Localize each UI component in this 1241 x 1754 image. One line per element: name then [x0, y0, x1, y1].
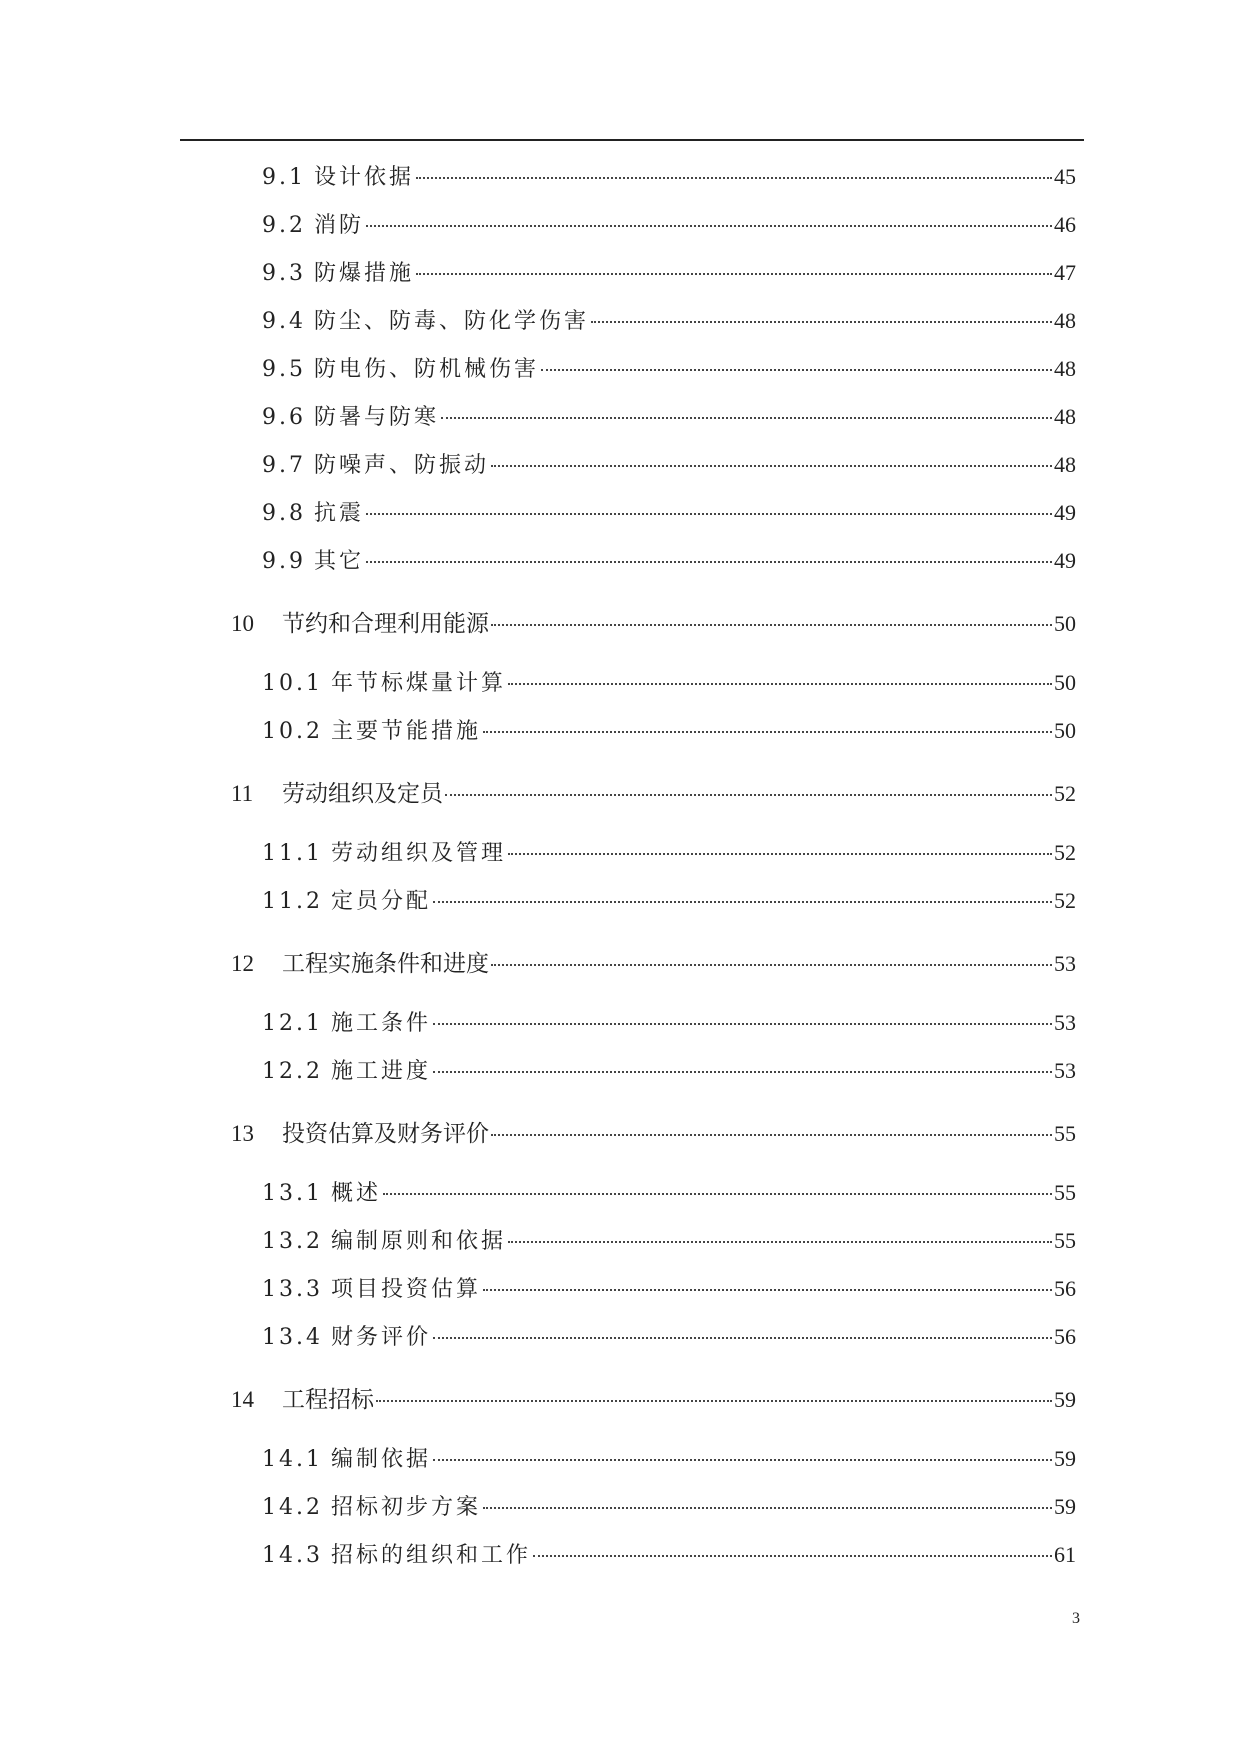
- toc-entry-page: 50: [1054, 611, 1076, 636]
- toc-chapter-entry[interactable]: [231, 1381, 1076, 1414]
- toc-entry-title: 财务评价: [330, 1325, 431, 1350]
- toc-entry-page: 52: [1054, 840, 1076, 865]
- header-rule: [180, 139, 1084, 141]
- toc-entry-title: 设计依据: [314, 165, 415, 190]
- toc-section-entry[interactable]: [262, 1320, 1076, 1351]
- toc-entry-number: 9.5: [262, 357, 306, 382]
- toc-entry-number: 9.2: [262, 213, 306, 238]
- toc-entry-title: 其它: [314, 549, 365, 574]
- dot-leader: [483, 1289, 1052, 1291]
- toc-chapter-entry[interactable]: [231, 1115, 1076, 1148]
- dot-leader: [433, 1023, 1052, 1025]
- toc-entry-page: 49: [1054, 548, 1076, 573]
- toc-entry-number: 12.1: [262, 1011, 323, 1036]
- toc-section-entry[interactable]: [262, 836, 1076, 867]
- dot-leader: [508, 853, 1052, 855]
- toc-section-entry[interactable]: [262, 304, 1076, 335]
- toc-section-entry[interactable]: [262, 400, 1076, 431]
- toc-entry-title: 防爆措施: [314, 261, 415, 286]
- toc-entry-page: 53: [1054, 1058, 1076, 1083]
- dot-leader: [491, 465, 1052, 467]
- toc-entry-title: 年节标煤量计算: [330, 671, 506, 696]
- toc-entry-number: 14.1: [262, 1447, 323, 1472]
- dot-leader: [433, 1459, 1052, 1461]
- toc-entry-title: 工程实施条件和进度: [282, 951, 489, 977]
- toc-entry-page: 50: [1054, 718, 1076, 743]
- toc-entry-title: 施工条件: [330, 1011, 431, 1036]
- toc-entry-title: 防电伤、防机械伤害: [314, 357, 540, 382]
- toc-section-entry[interactable]: [262, 448, 1076, 479]
- toc-chapter-entry[interactable]: [231, 775, 1076, 808]
- dot-leader: [541, 369, 1052, 371]
- toc-entry-title: 招标的组织和工作: [330, 1543, 531, 1568]
- dot-leader: [416, 273, 1052, 275]
- toc-section-entry[interactable]: [262, 160, 1076, 191]
- toc-entry-number: 9.1: [262, 165, 306, 190]
- toc-entry-page: 56: [1054, 1276, 1076, 1301]
- toc-entry-title: 定员分配: [330, 889, 431, 914]
- dot-leader: [433, 1071, 1052, 1073]
- dot-leader: [445, 794, 1052, 796]
- toc-entry-number: 9.8: [262, 501, 306, 526]
- dot-leader: [491, 964, 1052, 966]
- toc-section-entry[interactable]: [262, 1490, 1076, 1521]
- toc-section-entry[interactable]: [262, 1006, 1076, 1037]
- dot-leader: [416, 177, 1052, 179]
- toc-entry-title: 消防: [314, 213, 365, 238]
- toc-entry-number: 9.9: [262, 549, 306, 574]
- toc-entry-title: 编制依据: [330, 1447, 431, 1472]
- toc-entry-page: 59: [1054, 1446, 1076, 1471]
- toc-entry-page: 61: [1054, 1542, 1076, 1567]
- dot-leader: [508, 1241, 1052, 1243]
- toc-entry-title: 节约和合理利用能源: [282, 611, 489, 637]
- toc-entry-title: 投资估算及财务评价: [282, 1121, 489, 1147]
- toc-entry-page: 48: [1054, 452, 1076, 477]
- toc-entry-title: 防噪声、防振动: [314, 453, 490, 478]
- toc-entry-page: 46: [1054, 212, 1076, 237]
- toc-entry-number: 9.4: [262, 309, 306, 334]
- toc-entry-number: 13.2: [262, 1229, 323, 1254]
- toc-section-entry[interactable]: [262, 1224, 1076, 1255]
- dot-leader: [366, 513, 1052, 515]
- toc-entry-title: 防尘、防毒、防化学伤害: [314, 309, 590, 334]
- toc-entry-number: 10.1: [262, 671, 323, 696]
- toc-entry-title: 招标初步方案: [330, 1495, 481, 1520]
- toc-section-entry[interactable]: [262, 884, 1076, 915]
- toc-entry-page: 55: [1054, 1228, 1076, 1253]
- toc-entry-title: 工程招标: [282, 1387, 374, 1413]
- toc-entry-number: 13: [231, 1121, 254, 1146]
- dot-leader: [533, 1555, 1052, 1557]
- toc-entry-page: 53: [1054, 1010, 1076, 1035]
- toc-entry-number: 14: [231, 1387, 254, 1412]
- toc-entry-page: 52: [1054, 781, 1076, 806]
- toc-entry-page: 45: [1054, 164, 1076, 189]
- dot-leader: [483, 731, 1052, 733]
- toc-entry-number: 9.3: [262, 261, 306, 286]
- toc-entry-number: 11.1: [262, 841, 323, 866]
- toc-entry-number: 11: [231, 781, 254, 806]
- toc-entry-page: 56: [1054, 1324, 1076, 1349]
- toc-entry-page: 53: [1054, 951, 1076, 976]
- toc-entry-page: 49: [1054, 500, 1076, 525]
- toc-entry-number: 14.3: [262, 1543, 323, 1568]
- toc-entry-title: 项目投资估算: [330, 1277, 481, 1302]
- toc-entry-title: 概述: [330, 1181, 381, 1206]
- toc-entry-page: 52: [1054, 888, 1076, 913]
- toc-section-entry[interactable]: [262, 1176, 1076, 1207]
- toc-entry-number: 12: [231, 951, 254, 976]
- toc-entry-page: 48: [1054, 356, 1076, 381]
- toc-section-entry[interactable]: [262, 256, 1076, 287]
- dot-leader: [383, 1193, 1052, 1195]
- dot-leader: [433, 1337, 1052, 1339]
- toc-entry-title: 劳动组织及定员: [282, 781, 443, 807]
- toc-entry-page: 59: [1054, 1387, 1076, 1412]
- toc-section-entry[interactable]: [262, 1538, 1076, 1569]
- toc-entry-number: 11.2: [262, 889, 323, 914]
- toc-entry-number: 14.2: [262, 1495, 323, 1520]
- toc-section-entry[interactable]: [262, 496, 1076, 527]
- toc-entry-title: 防暑与防寒: [314, 405, 440, 430]
- toc-entry-number: 13.1: [262, 1181, 323, 1206]
- toc-entry-title: 劳动组织及管理: [330, 841, 506, 866]
- page-number: 3: [1072, 1610, 1080, 1627]
- toc-section-entry[interactable]: [262, 208, 1076, 239]
- toc-entry-number: 9.6: [262, 405, 306, 430]
- dot-leader: [366, 561, 1052, 563]
- dot-leader: [483, 1507, 1052, 1509]
- dot-leader: [433, 901, 1052, 903]
- dot-leader: [508, 683, 1052, 685]
- dot-leader: [591, 321, 1052, 323]
- dot-leader: [376, 1400, 1052, 1402]
- toc-entry-page: 47: [1054, 260, 1076, 285]
- toc-section-entry[interactable]: [262, 666, 1076, 697]
- toc-entry-number: 9.7: [262, 453, 306, 478]
- toc-entry-title: 主要节能措施: [330, 719, 481, 744]
- toc-entry-page: 48: [1054, 308, 1076, 333]
- toc-section-entry[interactable]: [262, 544, 1076, 575]
- toc-entry-page: 55: [1054, 1121, 1076, 1146]
- toc-chapter-entry[interactable]: [231, 945, 1076, 978]
- toc-section-entry[interactable]: [262, 1054, 1076, 1085]
- dot-leader: [491, 624, 1052, 626]
- toc-entry-page: 59: [1054, 1494, 1076, 1519]
- toc-chapter-entry[interactable]: [231, 605, 1076, 638]
- toc-entry-title: 抗震: [314, 501, 365, 526]
- toc-section-entry[interactable]: [262, 1272, 1076, 1303]
- toc-entry-page: 48: [1054, 404, 1076, 429]
- dot-leader: [366, 225, 1052, 227]
- toc-entry-page: 55: [1054, 1180, 1076, 1205]
- toc-section-entry[interactable]: [262, 352, 1076, 383]
- toc-section-entry[interactable]: [262, 714, 1076, 745]
- toc-entry-number: 12.2: [262, 1059, 323, 1084]
- toc-entry-number: 10.2: [262, 719, 323, 744]
- dot-leader: [441, 417, 1052, 419]
- toc-entry-number: 13.3: [262, 1277, 323, 1302]
- toc-entry-number: 10: [231, 611, 254, 636]
- toc-entry-title: 编制原则和依据: [330, 1229, 506, 1254]
- dot-leader: [491, 1134, 1052, 1136]
- toc-entry-number: 13.4: [262, 1325, 323, 1350]
- toc-section-entry[interactable]: [262, 1442, 1076, 1473]
- toc-entry-page: 50: [1054, 670, 1076, 695]
- toc-entry-title: 施工进度: [330, 1059, 431, 1084]
